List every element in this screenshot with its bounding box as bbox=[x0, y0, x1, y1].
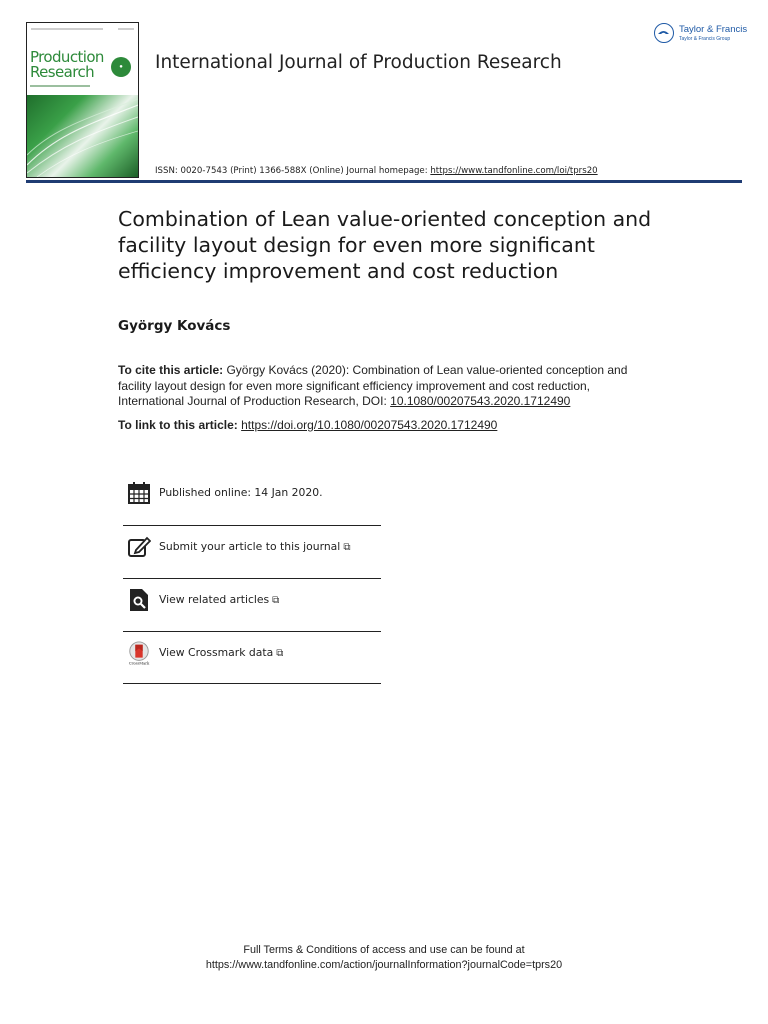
published-row bbox=[123, 467, 381, 520]
header-divider bbox=[26, 180, 742, 183]
cover-header-line bbox=[31, 28, 103, 30]
cover-title-line: Research bbox=[30, 63, 95, 81]
submit-article-label: Submit your article to this journal bbox=[159, 540, 341, 553]
crossmark-icon bbox=[127, 641, 151, 665]
crossmark-label: View Crossmark data bbox=[159, 646, 274, 659]
external-link-icon: ⧉ bbox=[272, 595, 280, 606]
footer-line: Full Terms & Conditions of access and use can be found at bbox=[243, 944, 525, 956]
citation-block bbox=[118, 363, 638, 410]
publisher-logo[interactable] bbox=[654, 22, 746, 46]
footer-terms-link[interactable]: https://www.tandfonline.com/action/journalInformation?journalCode=tprs20 bbox=[205, 959, 563, 971]
external-link-icon: ⧉ bbox=[276, 648, 284, 659]
cover-title bbox=[30, 50, 104, 80]
info-divider bbox=[123, 683, 381, 684]
submit-article-row[interactable] bbox=[123, 521, 381, 574]
cover-badge-icon: ● bbox=[111, 57, 131, 77]
article-link-block bbox=[118, 418, 497, 432]
journal-cover-image bbox=[26, 22, 139, 178]
publisher-logo-icon bbox=[654, 23, 674, 43]
journal-title[interactable]: International Journal of Production Research bbox=[155, 52, 562, 73]
article-title: Combination of Lean value-oriented conception and facility layout design for even more significant efficiency improvement and cost reduction bbox=[118, 207, 652, 283]
edit-icon bbox=[127, 535, 151, 559]
related-articles-row[interactable] bbox=[123, 574, 381, 627]
cite-text: György Kovács (2020): Combination of Lean value-oriented conception and facility layout design for even more significant efficiency improvement and cost reduction, International Journal of Production Research, DOI: bbox=[118, 363, 628, 408]
related-articles-label: View related articles bbox=[159, 593, 270, 606]
article-author: György Kovács bbox=[118, 318, 231, 334]
cover-artwork-lines bbox=[27, 95, 138, 177]
footer-terms bbox=[0, 943, 768, 973]
submit-article-link[interactable] bbox=[159, 540, 350, 553]
external-link-icon: ⧉ bbox=[343, 542, 351, 553]
article-doi-link[interactable]: https://doi.org/10.1080/00207543.2020.1712490 bbox=[241, 418, 498, 432]
issn-text: ISSN: 0020-7543 (Print) 1366-588X (Online) Journal homepage: bbox=[155, 166, 431, 176]
calendar-icon bbox=[127, 481, 151, 505]
publisher-group: Taylor & Francis Group bbox=[679, 36, 731, 42]
search-document-icon bbox=[127, 588, 151, 612]
published-date: Published online: 14 Jan 2020. bbox=[159, 486, 323, 499]
cover-title-line: Production bbox=[30, 48, 104, 66]
cover-subtitle-line bbox=[30, 85, 90, 87]
crossmark-link[interactable] bbox=[159, 646, 283, 659]
cite-label: To cite this article: bbox=[118, 363, 224, 377]
doi-link[interactable]: 10.1080/00207543.2020.1712490 bbox=[390, 394, 571, 408]
publisher-name: Taylor & Francis bbox=[679, 24, 748, 35]
link-label: To link to this article: bbox=[118, 418, 242, 432]
crossmark-badge-text: CrossMark bbox=[128, 661, 150, 665]
cover-header-line bbox=[118, 28, 134, 30]
cover-top-band bbox=[27, 23, 138, 47]
crossmark-row[interactable] bbox=[123, 627, 381, 680]
journal-homepage-link[interactable]: https://www.tandfonline.com/loi/tprs20 bbox=[430, 166, 598, 176]
related-articles-link[interactable] bbox=[159, 593, 279, 606]
issn-line bbox=[155, 166, 598, 176]
